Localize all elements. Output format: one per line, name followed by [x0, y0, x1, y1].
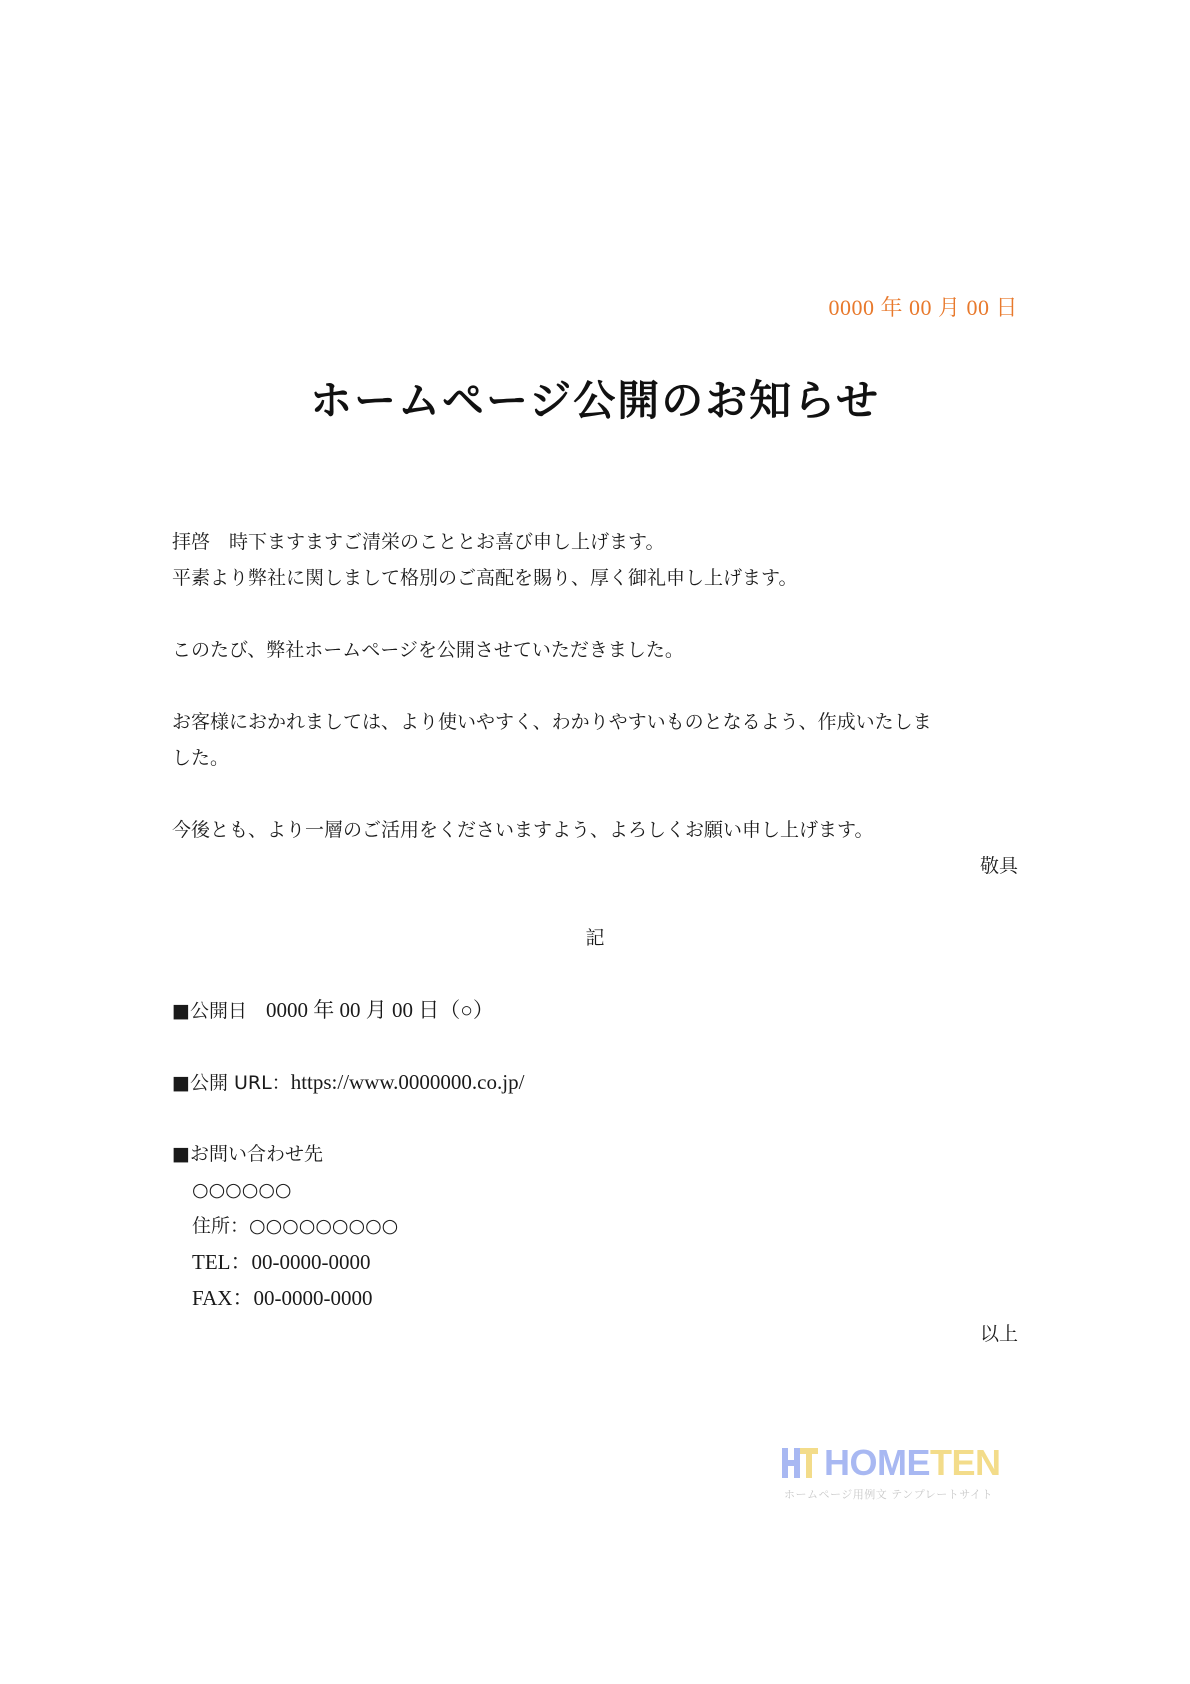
url-label: ■公開 URL： [172, 1072, 291, 1094]
greeting-line-2: 平素より弊社に関しまして格別のご高配を賜り、厚く御礼申し上げます。 [172, 567, 798, 589]
address-label: 住所： [192, 1215, 250, 1237]
fax-value: 00-0000-0000 [253, 1286, 373, 1310]
announcement-paragraph: このたび、弊社ホームページを公開させていただきました。 [172, 639, 684, 661]
logo-subtitle: ホームページ用例文 テンプレートサイト [784, 1488, 994, 1501]
logo-word-home: HOME [824, 1442, 930, 1483]
hometen-logo-wordmark [824, 1442, 1001, 1484]
purpose-line-2: した。 [172, 747, 230, 769]
contact-address [192, 1208, 398, 1244]
fax-label: FAX： [192, 1286, 254, 1310]
hometen-logo [780, 1444, 1010, 1508]
release-date-record [172, 992, 494, 1029]
closing-salutation: 敬具 [979, 855, 1018, 877]
contact-record-label: ■お問い合わせ先 [172, 1143, 323, 1165]
contact-fax [192, 1280, 372, 1317]
url-value: https://www.0000000.co.jp/ [290, 1070, 525, 1094]
url-record [172, 1064, 524, 1101]
purpose-paragraph [172, 704, 1018, 776]
address-value: ○○○○○○○○○ [249, 1215, 399, 1237]
hometen-logo-mark-icon [780, 1446, 820, 1480]
greeting-paragraph [172, 524, 1018, 596]
purpose-line-1: お客様におかれましては、より使いやすく、わかりやすいものとなるよう、作成いたしま [172, 711, 932, 733]
greeting-line-1: 拝啓 時下ますますご清栄のこととお喜び申し上げます。 [172, 531, 665, 553]
ki-heading: 記 [585, 927, 605, 949]
request-paragraph: 今後とも、より一層のご活用をくださいますよう、よろしくお願い申し上げます。 [172, 819, 874, 841]
tel-value: 00-0000-0000 [251, 1250, 371, 1274]
contact-name: ○○○○○○ [192, 1179, 292, 1201]
tel-label: TEL： [192, 1250, 252, 1274]
logo-word-ten: TEN [930, 1442, 1001, 1483]
document-date: 0000 年 00 月 00 日 [828, 295, 1018, 320]
contact-tel [192, 1244, 370, 1281]
document-title: ホームページ公開のお知らせ [310, 376, 880, 425]
release-date-label: ■公開日 [172, 1000, 247, 1022]
end-mark: 以上 [979, 1323, 1018, 1345]
release-date-value: 0000 年 00 月 00 日（○） [265, 998, 494, 1022]
